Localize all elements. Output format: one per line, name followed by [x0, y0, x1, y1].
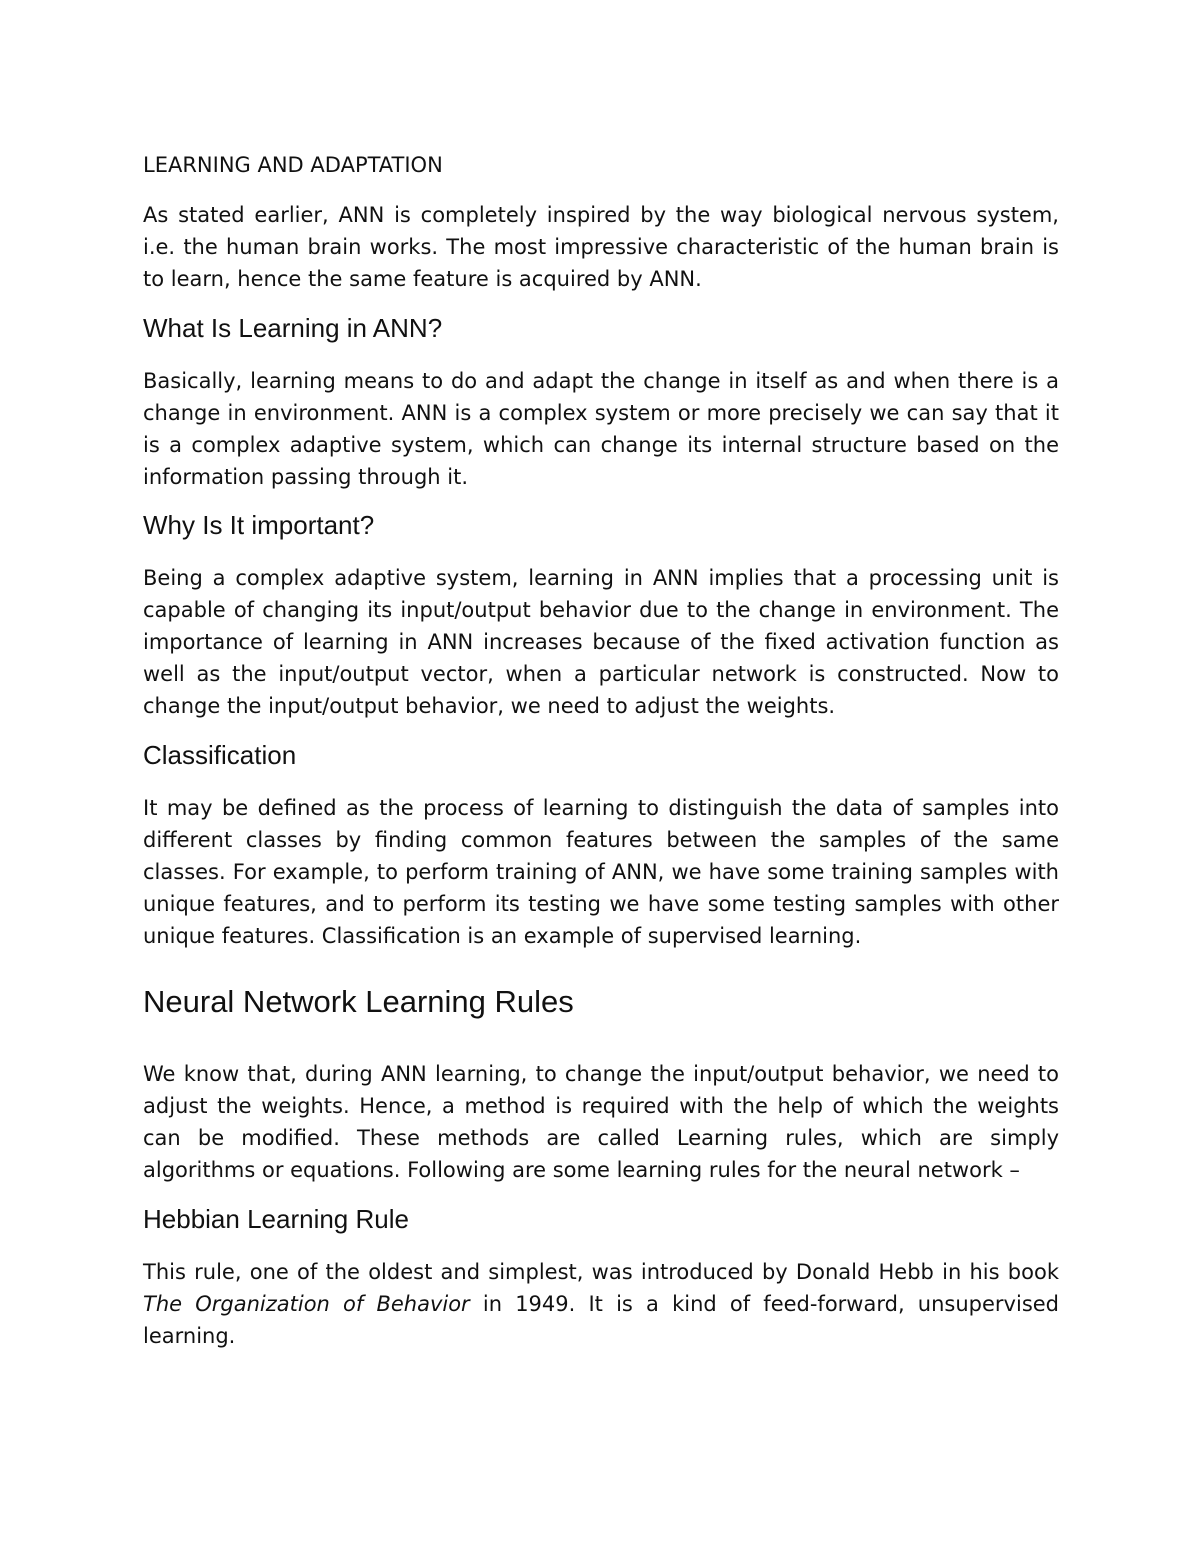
paragraph-learning-rules: We know that, during ANN learning, to change the input/output behavior, we need to adjust the weights. Hence, a method is required with the help of which the weights can be modified. These methods are called Learning rules, which are simply algorithms or equations. Following are some learning rules for the neural network – — [143, 1062, 1059, 1182]
hebbian-text-after: in 1949. It is a kind of feed-forward, unsupervised learning. — [143, 1292, 1060, 1348]
heading-classification: Classification — [143, 740, 297, 770]
heading-why-important: Why Is It important? — [143, 510, 375, 540]
hebbian-text-before: This rule, one of the oldest and simplest, was introduced by Donald Hebb in his book — [143, 1260, 1059, 1284]
heading-learning-rules: Neural Network Learning Rules — [143, 984, 574, 1019]
paragraph-hebbian — [143, 1256, 1059, 1352]
book-title: The Organization of Behavior — [143, 1292, 470, 1316]
section-title: LEARNING AND ADAPTATION — [143, 153, 443, 177]
heading-hebbian: Hebbian Learning Rule — [143, 1204, 409, 1234]
paragraph-what-is-learning: Basically, learning means to do and adapt the change in itself as and when there is a change in environment. ANN is a complex system or more precisely we can say that it is a complex adaptive system, which can change its internal structure based on the information passing through it. — [143, 369, 1059, 489]
paragraph-classification: It may be defined as the process of learning to distinguish the data of samples into different classes by finding common features between the samples of the same classes. For example, to perform training of ANN, we have some training samples with unique features, and to perform its testing we have some testing samples with other unique features. Classification is an example of supervised learning. — [143, 796, 1059, 948]
heading-what-is-learning: What Is Learning in ANN? — [143, 313, 443, 343]
intro-paragraph: As stated earlier, ANN is completely inspired by the way biological nervous system, i.e. the human brain works. The most impressive characteristic of the human brain is to learn, hence the same feature is acquired by ANN. — [143, 203, 1059, 291]
paragraph-why-important: Being a complex adaptive system, learning in ANN implies that a processing unit is capable of changing its input/output behavior due to the change in environment. The importance of learning in ANN increases because of the fixed activation function as well as the input/output vector, when a particular network is constructed. Now to change the input/output behavior, we need to adjust the weights. — [143, 566, 1059, 718]
